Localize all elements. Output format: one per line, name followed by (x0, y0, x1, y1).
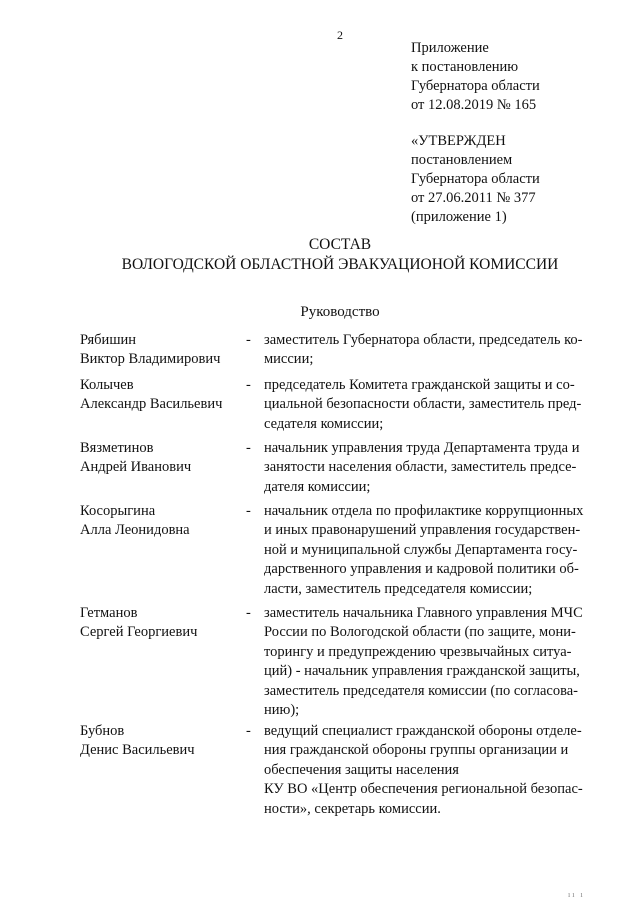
approved-line: (приложение 1) (411, 209, 507, 225)
role-line: ведущий специалист гражданской обороны отделе- (264, 723, 582, 739)
role-line: председатель Комитета гражданской защиты и со- (264, 377, 575, 393)
role-line: ласти, заместитель председателя комиссии; (264, 580, 533, 597)
member-given-names: Александр Васильевич (80, 396, 223, 413)
member-name (80, 502, 255, 541)
appendix-line: от 12.08.2019 № 165 (411, 97, 537, 113)
member-given-names: Денис Васильевич (80, 742, 195, 759)
role-line: КУ ВО «Центр обеспечения региональной безопас- (264, 781, 583, 798)
role-line: заместитель начальника Главного управления МЧС (264, 605, 583, 621)
role-line: ния гражданской обороны группы организации и (264, 742, 569, 759)
entry-dash: - (246, 605, 251, 621)
approved-line: «УТВЕРЖДЕН (411, 133, 506, 149)
member-surname: Косорыгина (80, 503, 156, 519)
role-line: торингу и предупреждению чрезвычайных ситуа- (264, 643, 572, 660)
member-surname: Вязметинов (80, 440, 154, 456)
member-role (264, 376, 610, 434)
appendix-line: к постановлению (411, 59, 519, 75)
member-role (264, 439, 610, 497)
role-line: занятости населения области, заместитель предсе- (264, 459, 577, 476)
approved-line: от 27.06.2011 № 377 (411, 190, 536, 206)
appendix-line: Губернатора области (411, 78, 540, 94)
role-line: дателя комиссии; (264, 478, 371, 495)
member-name (80, 439, 255, 478)
appendix-block (411, 39, 540, 115)
role-line: ности», секретарь комиссии. (264, 800, 441, 817)
role-line: дарственного управления и кадровой политики об- (264, 561, 579, 578)
member-given-names: Виктор Владимирович (80, 351, 221, 368)
member-given-names: Сергей Георгиевич (80, 624, 198, 641)
member-role (264, 604, 610, 720)
entry-dash: - (246, 503, 251, 519)
member-surname: Рябишин (80, 332, 137, 348)
entry-dash: - (246, 723, 251, 739)
approved-line: постановлением (411, 152, 513, 168)
appendix-line: Приложение (411, 40, 489, 56)
scan-mark: ıı ı (568, 890, 585, 899)
entry-dash: - (246, 377, 251, 393)
role-line: седателя комиссии; (264, 415, 384, 432)
document-title: СОСТАВ (308, 236, 372, 253)
member-role (264, 331, 610, 370)
role-line: России по Вологодской области (по защите, мони- (264, 624, 576, 641)
member-surname: Колычев (80, 377, 134, 393)
role-line: заместитель Губернатора области, председатель ко- (264, 332, 583, 348)
role-line: заместитель председателя комиссии (по согласова- (264, 682, 579, 699)
section-heading: Руководство (300, 304, 380, 320)
member-surname: Гетманов (80, 605, 138, 621)
approved-line: Губернатора области (411, 171, 540, 187)
role-line: ций) - начальник управления гражданской защиты, (264, 663, 580, 680)
role-line: миссии; (264, 351, 314, 368)
member-given-names: Алла Леонидовна (80, 522, 190, 539)
role-line: циальной безопасности области, заместитель пред- (264, 396, 582, 413)
role-line: начальник управления труда Департамента труда и (264, 440, 580, 456)
role-line: нию); (264, 702, 300, 719)
entry-dash: - (246, 332, 251, 348)
member-name (80, 376, 255, 415)
member-role (264, 722, 610, 819)
member-given-names: Андрей Иванович (80, 459, 192, 476)
document-subtitle: ВОЛОГОДСКОЙ ОБЛАСТНОЙ ЭВАКУАЦИОНОЙ КОМИССИИ (121, 256, 559, 273)
role-line: ной и муниципальной службы Департамента госу- (264, 541, 578, 558)
role-line: и иных правонарушений управления государствен- (264, 522, 581, 539)
member-role (264, 502, 610, 599)
approved-block (411, 132, 540, 227)
member-name (80, 331, 255, 370)
role-line: обеспечения защиты населения (264, 761, 459, 778)
entry-dash: - (246, 440, 251, 456)
member-surname: Бубнов (80, 723, 125, 739)
page-number: 2 (337, 28, 343, 42)
role-line: начальник отдела по профилактике коррупционных (264, 503, 584, 519)
member-name (80, 722, 255, 761)
member-name (80, 604, 255, 643)
